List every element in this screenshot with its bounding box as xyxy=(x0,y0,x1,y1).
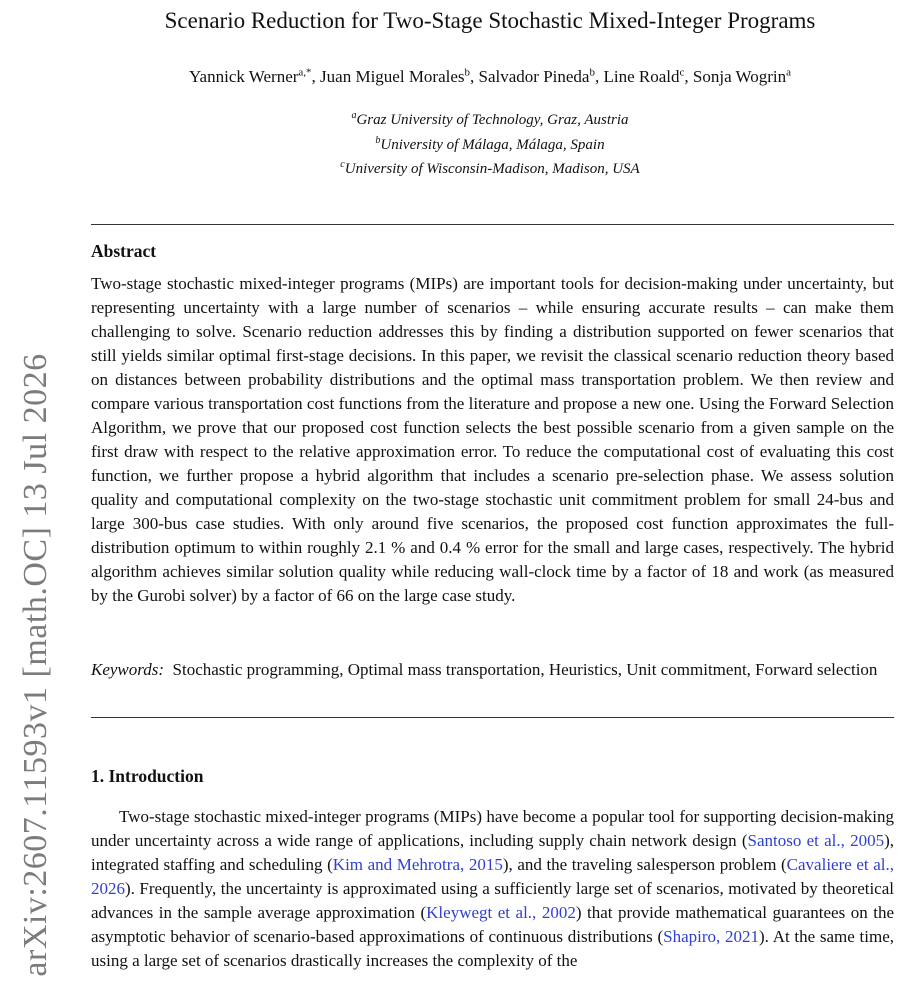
author: Line Roald$^c$, xyxy=(603,66,693,86)
abstract-heading: Abstract xyxy=(91,241,157,261)
author: Sonja Wogrin$^a$ xyxy=(692,66,792,86)
author: Salvador Pineda$^b$, xyxy=(478,66,604,86)
keywords-text: Stochastic programming, Optimal mass transportation, Heuristics, Unit commitment, Forward selection xyxy=(172,660,878,679)
citation-link[interactable]: Santoso et al., 2005 xyxy=(747,831,885,850)
author: Juan Miguel Morales$^b$, xyxy=(320,66,479,86)
author: Yannick Werner$^{a,*}$, xyxy=(188,66,321,86)
paper-title: Scenario Reduction for Two-Stage Stochastic Mixed-Integer Programs xyxy=(164,8,816,33)
keywords-line xyxy=(91,658,894,682)
author-list xyxy=(90,66,890,87)
section-heading-introduction: 1. Introduction xyxy=(91,766,204,786)
bottom-divider xyxy=(91,717,894,718)
keywords-label: Keywords: xyxy=(91,660,165,679)
arxiv-id-text: arXiv:2607.11593v1 [math.OC] 13 Jul 2026 xyxy=(17,353,54,977)
citation-link[interactable]: Shapiro, 2021 xyxy=(663,927,760,946)
affiliation-list xyxy=(90,106,890,180)
top-divider xyxy=(91,224,894,225)
arxiv-identifier-stamp xyxy=(0,0,70,1000)
citation-link[interactable]: Cavaliere et al., 2026 xyxy=(91,855,895,898)
citation-link[interactable]: Kim and Mehrotra, 2015 xyxy=(332,855,503,874)
citation-link[interactable]: Kleywegt et al., 2002 xyxy=(426,903,576,922)
introduction-paragraph: Two-stage stochastic mixed-integer programs (MIPs) have become a popular tool for supporting decision-making under uncertainty across a wide range of applications, including supply chain network design (Santoso et al., 2005), integrated staffing and scheduling (Kim and Mehrotra, 2015), and the traveling salesperson problem (Cavaliere et al., 2026). Frequently, the uncertainty is approximated using a sufficiently large set of scenarios, motivated by theoretical advances in the sample average approximation (Kleywegt et al., 2002) that provide mathematical guarantees on the asymptotic behavior of scenario-based approximations of continuous distributions (Shapiro, 2021). At the same time, using a large set of scenarios drastically increases the complexity of the xyxy=(91,807,895,970)
affiliation: $^b$University of Málaga, Málaga, Spain xyxy=(375,134,605,153)
abstract-text: Two-stage stochastic mixed-integer programs (MIPs) are important tools for decision-making under uncertainty, but representing uncertainty with a large number of scenarios – while ensuring accurate results – can make them challenging to solve. Scenario reduction addresses this by finding a distribution supported on fewer scenarios that still yields similar optimal first-stage decisions. In this paper, we revisit the classical scenario reduction theory based on distances between probability distributions and the optimal mass transportation problem. We then review and compare various transportation cost functions from the literature and propose a new one. Using the Forward Selection Algorithm, we prove that our proposed cost function selects the best possible scenario from a given sample on the first draw with respect to the relative approximation error. To reduce the computational cost of evaluating this cost function, we further propose a hybrid algorithm that includes a scenario pre-selection phase. We assess solution quality and computational complexity on the two-stage stochastic unit commitment problem for small 24-bus and large 300-bus case studies. With only around five scenarios, the proposed cost function approximates the full-distribution optimum to within roughly 2.1 % and 0.4 % error for the small and large cases, respectively. The hybrid algorithm achieves similar solution quality while reducing wall-clock time by a factor of 18 and work (as measured by the Gurobi solver) by a factor of 66 on the large case study. xyxy=(91,274,894,605)
affiliation: $^c$University of Wisconsin-Madison, Madison, USA xyxy=(340,159,640,177)
affiliation: $^a$Graz University of Technology, Graz, Austria xyxy=(351,110,629,128)
